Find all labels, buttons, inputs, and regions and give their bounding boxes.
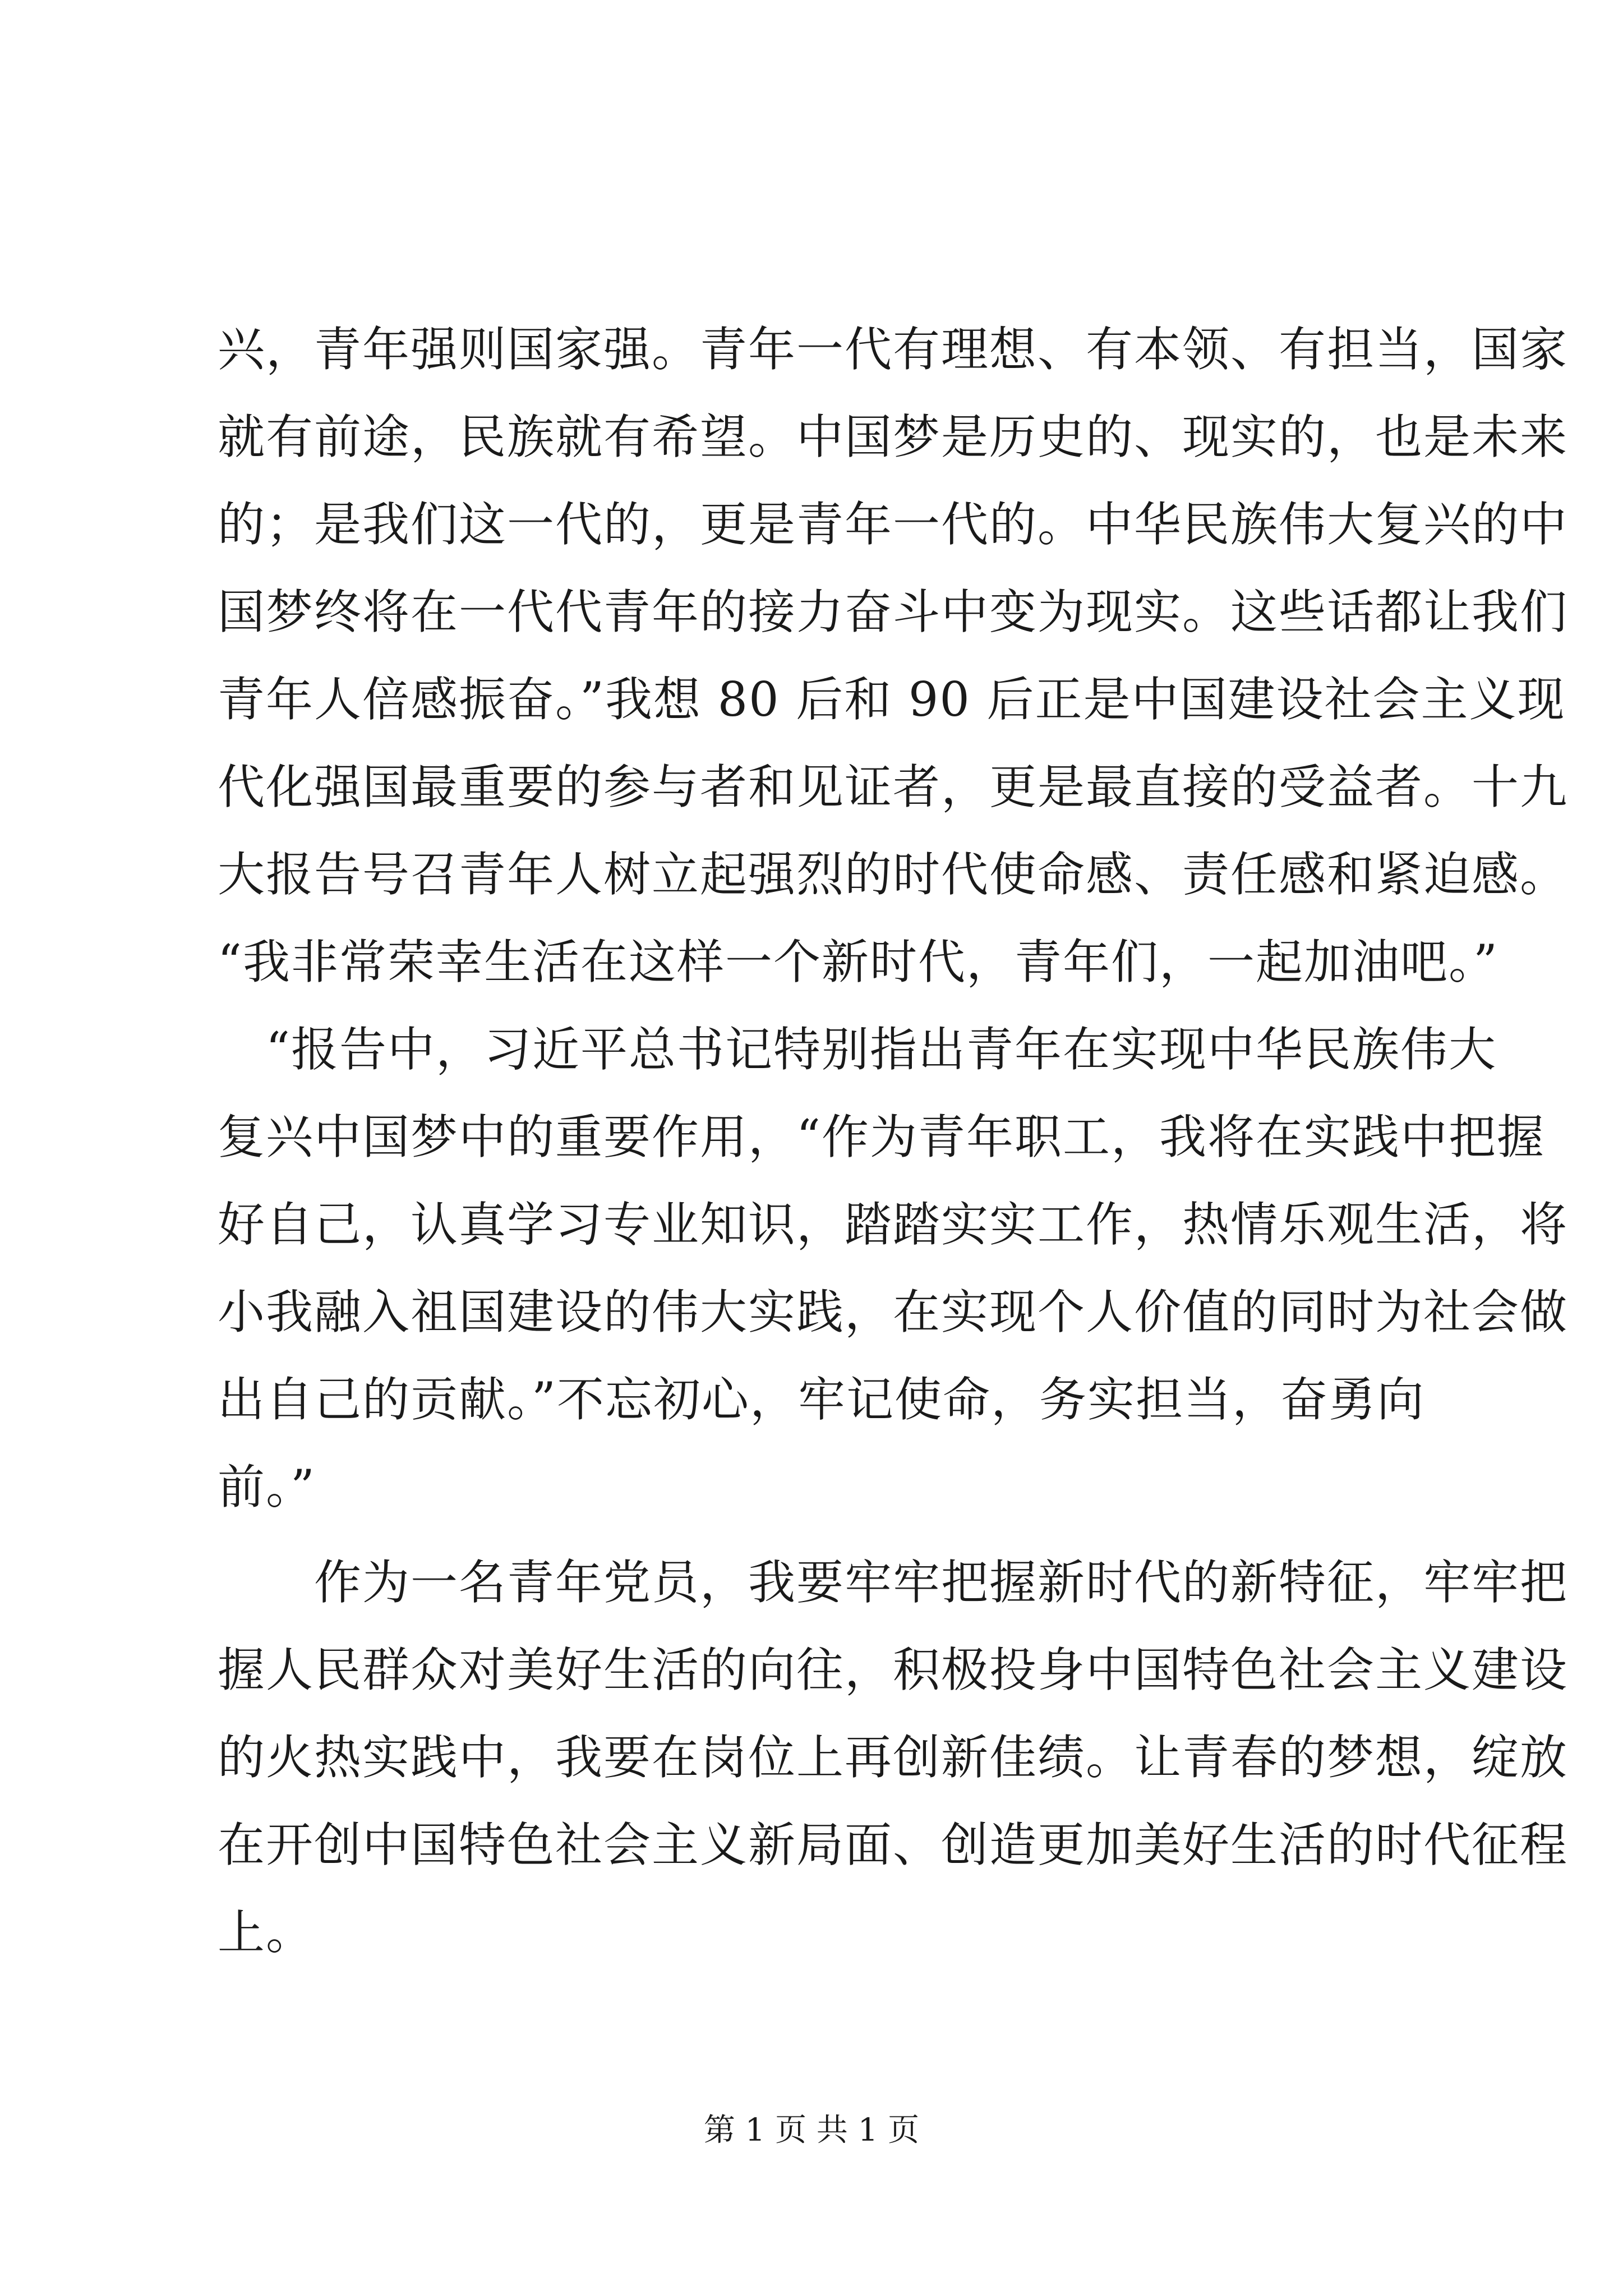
- paragraph-2-line-3: 好自己，认真学习专业知识，踏踏实实工作，热情乐观生活，将: [218, 1197, 1569, 1252]
- paragraph-3-line-2: 握人民群众对美好生活的向往，积极投身中国特色社会主义建设: [218, 1642, 1569, 1697]
- paragraph-1-line-7: 大报告号召青年人树立起强烈的时代使命感、责任感和紧迫感。: [218, 847, 1569, 902]
- paragraph-2-line-6: 前。”: [218, 1460, 316, 1515]
- paragraph-3-line-4: 在开创中国特色社会主义新局面、创造更加美好生活的时代征程: [218, 1818, 1569, 1872]
- paragraph-1-line-1: 兴，青年强则国家强。青年一代有理想、有本领、有担当，国家: [218, 322, 1569, 377]
- page-number-text: 第 1 页 共 1 页: [703, 2112, 920, 2148]
- paragraph-2-line-2: 复兴中国梦中的重要作用，“作为青年职工，我将在实践中把握: [218, 1110, 1545, 1165]
- paragraph-spacer: [218, 1531, 1423, 1539]
- paragraph-1-line-5: 青年人倍感振奋。”我想 80 后和 90 后正是中国建设社会主义现: [218, 672, 1566, 727]
- paragraph-2-line-4: 小我融入祖国建设的伟大实践，在实现个人价值的同时为社会做: [218, 1285, 1569, 1340]
- paragraph-2-line-1: “报告中，习近平总书记特别指出青年在实现中华民族伟大: [218, 1022, 1497, 1077]
- paragraph-1-line-6: 代化强国最重要的参与者和见证者，更是最直接的受益者。十九: [218, 760, 1569, 815]
- paragraph-1-line-8: “我非常荣幸生活在这样一个新时代，青年们，一起加油吧。”: [218, 935, 1498, 990]
- paragraph-1-line-4: 国梦终将在一代代青年的接力奋斗中变为现实。这些话都让我们: [218, 585, 1569, 639]
- page-footer: [0, 2108, 1623, 2153]
- paragraph-2-line-5: 出自己的贡献。”不忘初心，牢记使命，务实担当，奋勇向: [218, 1372, 1425, 1427]
- paragraph-3-line-3: 的火热实践中，我要在岗位上再创新佳绩。让青春的梦想，绽放: [218, 1730, 1569, 1785]
- paragraph-1-line-3: 的；是我们这一代的，更是青年一代的。中华民族伟大复兴的中: [218, 497, 1569, 552]
- document-body: [218, 306, 1569, 1976]
- paragraph-3-line-5: 上。: [218, 1905, 315, 1960]
- paragraph-1-line-2: 就有前途，民族就有希望。中国梦是历史的、现实的，也是未来: [218, 409, 1569, 464]
- paragraph-3-line-1: 作为一名青年党员，我要牢牢把握新时代的新特征，牢牢把: [218, 1555, 1569, 1610]
